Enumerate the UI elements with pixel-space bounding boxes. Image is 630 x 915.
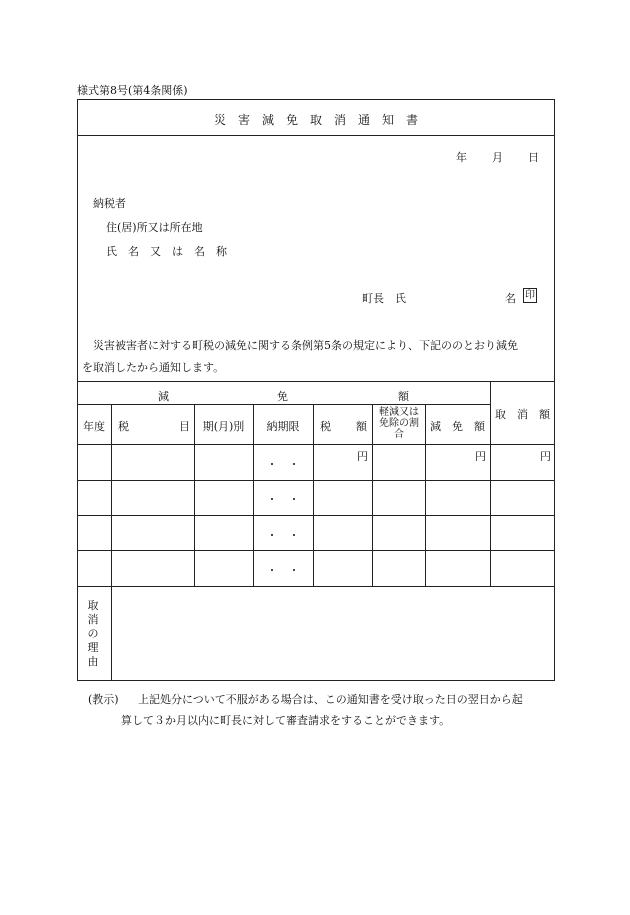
unit-tax-amount: 円 <box>357 450 368 463</box>
note-label: (教示) <box>88 693 119 706</box>
taxpayer-name-label: 氏 名 又 は 名 称 <box>106 245 227 258</box>
header-tax-amount-right: 額 <box>356 420 367 433</box>
group-header-amount: 額 <box>398 390 409 403</box>
header-bottom-line <box>77 444 555 445</box>
reason-divider <box>111 586 112 681</box>
deadline-mark-row2: ・ ・ <box>266 493 300 506</box>
unit-cancel-amount: 円 <box>540 450 551 463</box>
header-year: 年度 <box>83 420 105 433</box>
reason-label: 取消の理由 <box>87 599 99 668</box>
deadline-mark-row4: ・ ・ <box>266 564 300 577</box>
taxpayer-heading: 納税者 <box>93 197 126 210</box>
sender-title: 町長 氏 <box>362 292 406 305</box>
header-tax-item-left: 税 <box>118 420 129 433</box>
notice-text-line2: を取消したから通知します。 <box>82 361 225 374</box>
row-line-3 <box>77 550 555 551</box>
header-tax-amount-left: 税 <box>320 420 331 433</box>
taxpayer-address-label: 住(居)所又は所在地 <box>106 221 203 234</box>
header-tax-item-right: 目 <box>179 420 190 433</box>
deadline-mark-row3: ・ ・ <box>266 529 300 542</box>
table-top-line <box>77 381 555 382</box>
document-title: 災 害 減 免 取 消 通 知 書 <box>213 113 418 127</box>
date-year: 年 <box>456 151 467 164</box>
header-ratio: 軽減又は免除の割合 <box>379 407 419 440</box>
col-line-5 <box>372 404 373 586</box>
deadline-mark-row1: ・ ・ <box>266 458 300 471</box>
row-line-4 <box>77 586 555 587</box>
header-deadline: 納期限 <box>266 420 300 433</box>
group-header-divider <box>77 404 490 405</box>
note-line2: 算して３か月以内に町長に対して審査請求をすることができます。 <box>121 714 451 727</box>
header-reduction-amount: 減 免 額 <box>430 420 485 433</box>
col-line-1 <box>111 404 112 586</box>
form-frame <box>77 99 555 681</box>
cancel-amount-header: 取 消 額 <box>495 408 550 421</box>
date-day: 日 <box>528 151 539 164</box>
note-line1: 上記処分について不服がある場合は、この通知書を受け取った日の翌日から起 <box>138 693 523 706</box>
unit-reduction-amount: 円 <box>475 450 486 463</box>
notice-text-line1: 災害被害者に対する町税の減免に関する条例第5条の規定により、下記ののとおり減免 <box>93 339 518 352</box>
row-line-1 <box>77 480 555 481</box>
group-header-reduction: 減 <box>158 390 169 403</box>
header-period: 期(月)別 <box>202 420 245 433</box>
group-header-exemption: 免 <box>277 390 288 403</box>
form-label: 様式第8号(第4条関係) <box>77 84 188 97</box>
date-month: 月 <box>492 151 503 164</box>
title-divider <box>77 135 555 136</box>
row-line-2 <box>77 515 555 516</box>
col-line-4 <box>313 404 314 586</box>
sender-name-label: 名 <box>505 292 516 305</box>
seal-mark: 印 <box>525 290 535 301</box>
